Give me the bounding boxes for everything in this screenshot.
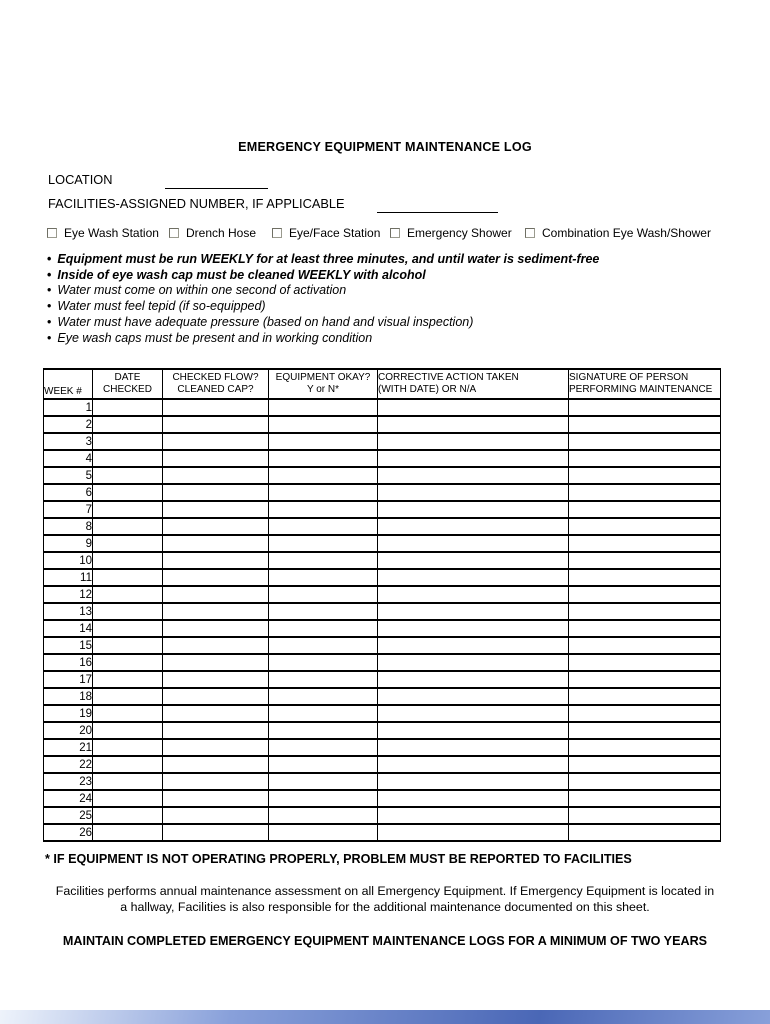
- table-row: [44, 416, 721, 433]
- checked-flow-cell[interactable]: [163, 654, 269, 671]
- corrective-action-cell[interactable]: [378, 450, 569, 467]
- corrective-action-cell[interactable]: [378, 467, 569, 484]
- corrective-action-cell[interactable]: [378, 569, 569, 586]
- checked-flow-cell[interactable]: [163, 433, 269, 450]
- checked-flow-cell[interactable]: [163, 416, 269, 433]
- week-number-cell: 11: [44, 569, 93, 586]
- table-row: [44, 671, 721, 688]
- equipment-okay-cell[interactable]: [269, 603, 378, 620]
- signature-cell[interactable]: [569, 705, 721, 722]
- signature-cell[interactable]: [569, 518, 721, 535]
- corrective-action-cell[interactable]: [378, 484, 569, 501]
- equipment-okay-cell[interactable]: [269, 552, 378, 569]
- table-row: [44, 552, 721, 569]
- signature-cell[interactable]: [569, 501, 721, 518]
- checkbox-icon[interactable]: [47, 228, 57, 238]
- table-header-row: [44, 369, 721, 399]
- signature-cell[interactable]: [569, 467, 721, 484]
- table-row: [44, 501, 721, 518]
- bullet-icon: •: [47, 330, 52, 345]
- week-number-cell: 6: [44, 484, 93, 501]
- equipment-okay-cell[interactable]: [269, 535, 378, 552]
- equipment-okay-cell[interactable]: [269, 416, 378, 433]
- date-checked-cell[interactable]: [93, 450, 163, 467]
- signature-cell[interactable]: [569, 569, 721, 586]
- checked-flow-cell[interactable]: [163, 807, 269, 824]
- corrective-action-cell[interactable]: [378, 501, 569, 518]
- corrective-action-cell[interactable]: [378, 773, 569, 790]
- checked-flow-cell[interactable]: [163, 467, 269, 484]
- equipment-okay-cell[interactable]: [269, 705, 378, 722]
- date-checked-cell[interactable]: [93, 552, 163, 569]
- week-number-cell: 10: [44, 552, 93, 569]
- corrective-action-cell[interactable]: [378, 739, 569, 756]
- signature-cell[interactable]: [569, 739, 721, 756]
- table-row: [44, 824, 721, 841]
- signature-cell[interactable]: [569, 433, 721, 450]
- equipment-okay-cell[interactable]: [269, 569, 378, 586]
- equipment-okay-cell[interactable]: [269, 484, 378, 501]
- requirement-text: Water must have adequate pressure (based on hand and visual inspection): [57, 314, 474, 329]
- week-number-cell: 21: [44, 739, 93, 756]
- date-checked-cell[interactable]: [93, 586, 163, 603]
- equipment-option[interactable]: [169, 226, 256, 240]
- corrective-action-cell[interactable]: [378, 790, 569, 807]
- date-checked-cell[interactable]: [93, 518, 163, 535]
- week-number-cell: 7: [44, 501, 93, 518]
- corrective-action-cell[interactable]: [378, 637, 569, 654]
- corrective-action-cell[interactable]: [378, 671, 569, 688]
- table-row: [44, 467, 721, 484]
- date-checked-cell[interactable]: [93, 654, 163, 671]
- date-checked-cell[interactable]: [93, 603, 163, 620]
- checkbox-icon[interactable]: [525, 228, 535, 238]
- date-checked-cell[interactable]: [93, 620, 163, 637]
- equipment-okay-cell[interactable]: [269, 501, 378, 518]
- equipment-okay-cell[interactable]: [269, 637, 378, 654]
- table-row: [44, 773, 721, 790]
- checked-flow-cell[interactable]: [163, 603, 269, 620]
- signature-cell[interactable]: [569, 450, 721, 467]
- table-row: [44, 705, 721, 722]
- checked-flow-cell[interactable]: [163, 739, 269, 756]
- week-number-cell: 9: [44, 535, 93, 552]
- date-checked-cell[interactable]: [93, 416, 163, 433]
- checked-flow-cell[interactable]: [163, 688, 269, 705]
- log-table-body: [44, 399, 721, 841]
- header-signature: SIGNATURE OF PERSON PERFORMING MAINTENANCE: [569, 369, 721, 399]
- date-checked-cell[interactable]: [93, 501, 163, 518]
- checkbox-label: Eye Wash Station: [64, 226, 159, 240]
- table-row: [44, 807, 721, 824]
- table-row: [44, 620, 721, 637]
- date-checked-cell[interactable]: [93, 467, 163, 484]
- date-checked-cell[interactable]: [93, 722, 163, 739]
- signature-cell[interactable]: [569, 637, 721, 654]
- equipment-option[interactable]: [390, 226, 512, 240]
- header-week-number: WEEK #: [44, 369, 93, 399]
- checkbox-icon[interactable]: [390, 228, 400, 238]
- date-checked-cell[interactable]: [93, 790, 163, 807]
- corrective-action-cell[interactable]: [378, 756, 569, 773]
- week-number-cell: 1: [44, 399, 93, 416]
- header-equipment-okay: EQUIPMENT OKAY? Y or N*: [269, 369, 378, 399]
- location-label: LOCATION: [48, 172, 113, 187]
- checkbox-label: Emergency Shower: [407, 226, 512, 240]
- corrective-action-cell[interactable]: [378, 620, 569, 637]
- header-checked-flow: CHECKED FLOW? CLEANED CAP?: [163, 369, 269, 399]
- corrective-action-cell[interactable]: [378, 722, 569, 739]
- week-number-cell: 26: [44, 824, 93, 841]
- equipment-okay-cell[interactable]: [269, 790, 378, 807]
- checked-flow-cell[interactable]: [163, 586, 269, 603]
- checked-flow-cell[interactable]: [163, 620, 269, 637]
- footnote-text: * IF EQUIPMENT IS NOT OPERATING PROPERLY, PROBLEM MUST BE REPORTED TO FACILITIES: [45, 852, 632, 866]
- signature-cell[interactable]: [569, 416, 721, 433]
- equipment-type-row: [0, 226, 770, 242]
- signature-cell[interactable]: [569, 586, 721, 603]
- week-number-cell: 18: [44, 688, 93, 705]
- signature-cell[interactable]: [569, 688, 721, 705]
- table-row: [44, 722, 721, 739]
- signature-cell[interactable]: [569, 722, 721, 739]
- signature-cell[interactable]: [569, 484, 721, 501]
- checked-flow-cell[interactable]: [163, 756, 269, 773]
- corrective-action-cell[interactable]: [378, 535, 569, 552]
- week-number-cell: 16: [44, 654, 93, 671]
- date-checked-cell[interactable]: [93, 535, 163, 552]
- requirement-item: [47, 283, 599, 299]
- checkbox-icon[interactable]: [272, 228, 282, 238]
- form-title: EMERGENCY EQUIPMENT MAINTENANCE LOG: [238, 140, 532, 154]
- checkbox-label: Combination Eye Wash/Shower: [542, 226, 711, 240]
- date-checked-cell[interactable]: [93, 637, 163, 654]
- checked-flow-cell[interactable]: [163, 722, 269, 739]
- maintenance-log-table: [43, 368, 721, 842]
- table-row: [44, 739, 721, 756]
- requirement-item: [47, 331, 599, 347]
- checked-flow-cell[interactable]: [163, 824, 269, 841]
- date-checked-cell[interactable]: [93, 569, 163, 586]
- table-row: [44, 688, 721, 705]
- corrective-action-cell[interactable]: [378, 518, 569, 535]
- requirement-text: Equipment must be run WEEKLY for at least three minutes, and until water is sediment-free: [57, 252, 600, 266]
- requirement-text: Eye wash caps must be present and in working condition: [57, 330, 373, 345]
- table-row: [44, 756, 721, 773]
- checked-flow-cell[interactable]: [163, 484, 269, 501]
- equipment-okay-cell[interactable]: [269, 620, 378, 637]
- equipment-okay-cell[interactable]: [269, 433, 378, 450]
- requirements-list: [47, 252, 599, 346]
- checked-flow-cell[interactable]: [163, 552, 269, 569]
- date-checked-cell[interactable]: [93, 484, 163, 501]
- signature-cell[interactable]: [569, 399, 721, 416]
- equipment-okay-cell[interactable]: [269, 399, 378, 416]
- date-checked-cell[interactable]: [93, 671, 163, 688]
- corrective-action-cell[interactable]: [378, 603, 569, 620]
- signature-cell[interactable]: [569, 654, 721, 671]
- corrective-action-cell[interactable]: [378, 688, 569, 705]
- signature-cell[interactable]: [569, 773, 721, 790]
- equipment-option[interactable]: [47, 226, 159, 240]
- week-number-cell: 25: [44, 807, 93, 824]
- checked-flow-cell[interactable]: [163, 637, 269, 654]
- signature-cell[interactable]: [569, 603, 721, 620]
- table-row: [44, 654, 721, 671]
- checkbox-label: Drench Hose: [186, 226, 257, 240]
- week-number-cell: 22: [44, 756, 93, 773]
- checked-flow-cell[interactable]: [163, 790, 269, 807]
- corrective-action-cell[interactable]: [378, 552, 569, 569]
- date-checked-cell[interactable]: [93, 739, 163, 756]
- signature-cell[interactable]: [569, 552, 721, 569]
- equipment-okay-cell[interactable]: [269, 450, 378, 467]
- requirement-item: [47, 299, 599, 315]
- week-number-cell: 12: [44, 586, 93, 603]
- table-row: [44, 450, 721, 467]
- corrective-action-cell[interactable]: [378, 416, 569, 433]
- week-number-cell: 17: [44, 671, 93, 688]
- table-row: [44, 603, 721, 620]
- bottom-accent-bar: [0, 1010, 770, 1024]
- table-row: [44, 586, 721, 603]
- header-date-checked: DATE CHECKED: [93, 369, 163, 399]
- checked-flow-cell[interactable]: [163, 399, 269, 416]
- checked-flow-cell[interactable]: [163, 450, 269, 467]
- requirement-item: [47, 252, 599, 268]
- equipment-option[interactable]: [525, 226, 711, 240]
- equipment-okay-cell[interactable]: [269, 654, 378, 671]
- signature-cell[interactable]: [569, 790, 721, 807]
- week-number-cell: 13: [44, 603, 93, 620]
- week-number-cell: 15: [44, 637, 93, 654]
- requirement-item: [47, 315, 599, 331]
- equipment-okay-cell[interactable]: [269, 739, 378, 756]
- week-number-cell: 20: [44, 722, 93, 739]
- table-row: [44, 790, 721, 807]
- week-number-cell: 3: [44, 433, 93, 450]
- checked-flow-cell[interactable]: [163, 501, 269, 518]
- date-checked-cell[interactable]: [93, 756, 163, 773]
- signature-cell[interactable]: [569, 620, 721, 637]
- corrective-action-cell[interactable]: [378, 586, 569, 603]
- corrective-action-cell[interactable]: [378, 807, 569, 824]
- corrective-action-cell[interactable]: [378, 433, 569, 450]
- week-number-cell: 24: [44, 790, 93, 807]
- equipment-okay-cell[interactable]: [269, 722, 378, 739]
- facilities-number-input-line[interactable]: [377, 197, 498, 213]
- checked-flow-cell[interactable]: [163, 705, 269, 722]
- table-row: [44, 484, 721, 501]
- signature-cell[interactable]: [569, 824, 721, 841]
- table-row: [44, 433, 721, 450]
- header-corrective-action: CORRECTIVE ACTION TAKEN (WITH DATE) OR N/A: [378, 369, 569, 399]
- bullet-icon: •: [47, 267, 52, 282]
- corrective-action-cell[interactable]: [378, 824, 569, 841]
- week-number-cell: 4: [44, 450, 93, 467]
- equipment-okay-cell[interactable]: [269, 824, 378, 841]
- date-checked-cell[interactable]: [93, 807, 163, 824]
- checkbox-icon[interactable]: [169, 228, 179, 238]
- equipment-okay-cell[interactable]: [269, 807, 378, 824]
- equipment-okay-cell[interactable]: [269, 688, 378, 705]
- date-checked-cell[interactable]: [93, 824, 163, 841]
- corrective-action-cell[interactable]: [378, 705, 569, 722]
- location-input-line[interactable]: [165, 173, 268, 189]
- bullet-icon: •: [47, 314, 52, 329]
- bullet-icon: •: [47, 283, 52, 298]
- equipment-okay-cell[interactable]: [269, 518, 378, 535]
- corrective-action-cell[interactable]: [378, 654, 569, 671]
- checked-flow-cell[interactable]: [163, 671, 269, 688]
- table-row: [44, 518, 721, 535]
- date-checked-cell[interactable]: [93, 433, 163, 450]
- signature-cell[interactable]: [569, 535, 721, 552]
- corrective-action-cell[interactable]: [378, 399, 569, 416]
- checked-flow-cell[interactable]: [163, 535, 269, 552]
- date-checked-cell[interactable]: [93, 399, 163, 416]
- equipment-okay-cell[interactable]: [269, 756, 378, 773]
- checked-flow-cell[interactable]: [163, 518, 269, 535]
- equipment-okay-cell[interactable]: [269, 671, 378, 688]
- week-number-cell: 2: [44, 416, 93, 433]
- equipment-okay-cell[interactable]: [269, 467, 378, 484]
- table-row: [44, 569, 721, 586]
- week-number-cell: 14: [44, 620, 93, 637]
- signature-cell[interactable]: [569, 807, 721, 824]
- bullet-icon: •: [47, 252, 52, 266]
- bullet-icon: •: [47, 299, 52, 314]
- requirement-text: Water must feel tepid (if so-equipped): [57, 299, 266, 314]
- signature-cell[interactable]: [569, 756, 721, 773]
- date-checked-cell[interactable]: [93, 705, 163, 722]
- requirement-item: [47, 268, 599, 284]
- annual-maintenance-note: Facilities performs annual maintenance assessment on all Emergency Equipment. If Emergency Equipment is located in a hallway, Facilities is also responsible for the additional maintenance documented on this sheet.: [55, 884, 715, 914]
- requirement-text: Inside of eye wash cap must be cleaned WEEKLY with alcohol: [57, 267, 426, 282]
- signature-cell[interactable]: [569, 671, 721, 688]
- week-number-cell: 8: [44, 518, 93, 535]
- week-number-cell: 23: [44, 773, 93, 790]
- table-row: [44, 535, 721, 552]
- equipment-option[interactable]: [272, 226, 380, 240]
- checked-flow-cell[interactable]: [163, 569, 269, 586]
- requirement-text: Water must come on within one second of activation: [57, 283, 347, 298]
- equipment-okay-cell[interactable]: [269, 586, 378, 603]
- week-number-cell: 5: [44, 467, 93, 484]
- equipment-okay-cell[interactable]: [269, 773, 378, 790]
- table-row: [44, 399, 721, 416]
- checkbox-label: Eye/Face Station: [289, 226, 381, 240]
- week-number-cell: 19: [44, 705, 93, 722]
- checked-flow-cell[interactable]: [163, 773, 269, 790]
- date-checked-cell[interactable]: [93, 773, 163, 790]
- date-checked-cell[interactable]: [93, 688, 163, 705]
- table-row: [44, 637, 721, 654]
- retention-note: MAINTAIN COMPLETED EMERGENCY EQUIPMENT MAINTENANCE LOGS FOR A MINIMUM OF TWO YEARS: [62, 934, 708, 948]
- facilities-number-label: FACILITIES-ASSIGNED NUMBER, IF APPLICABLE: [48, 196, 345, 211]
